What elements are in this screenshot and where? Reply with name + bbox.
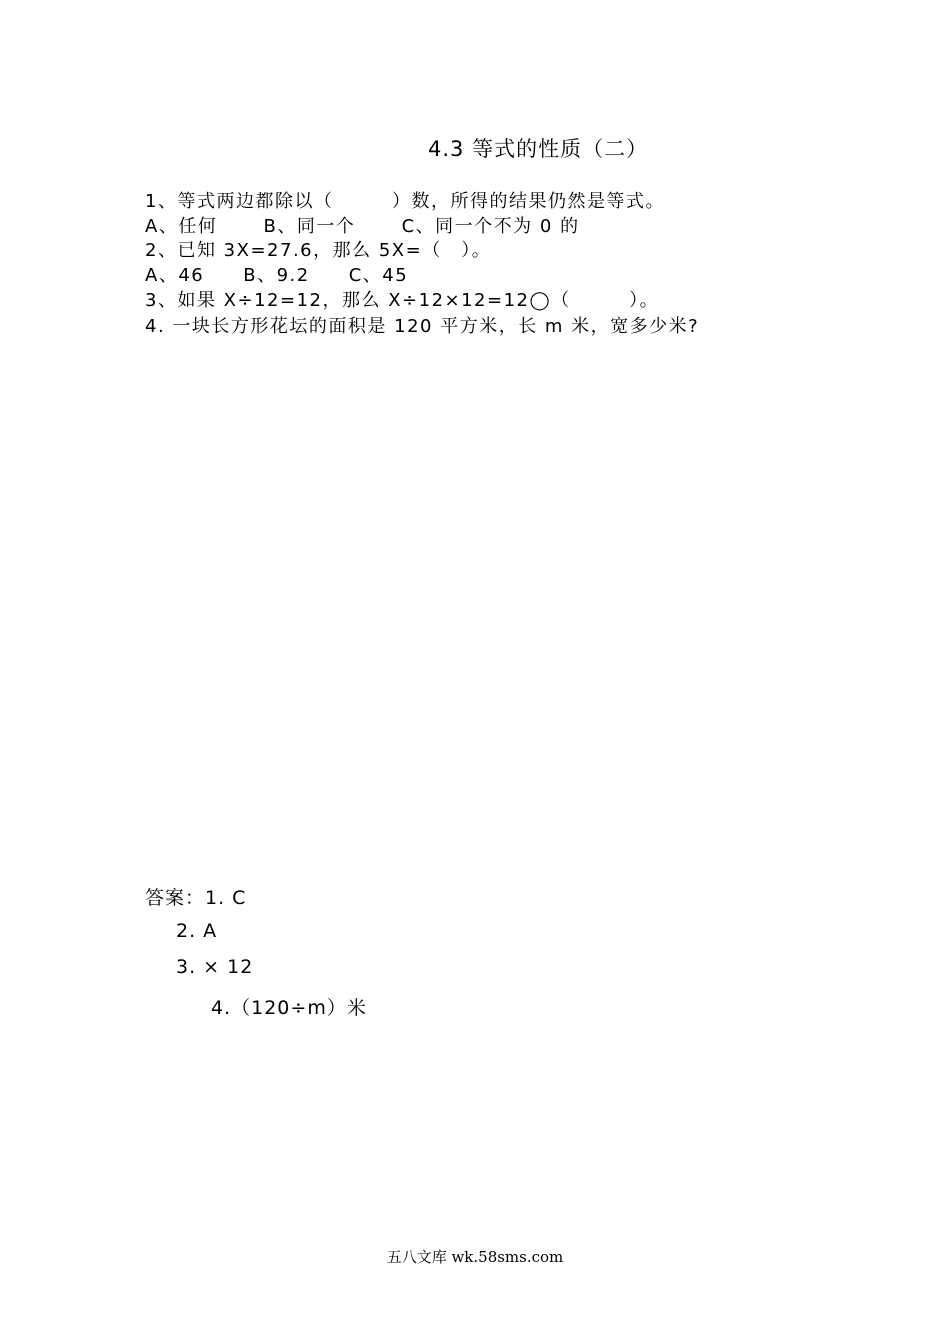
worksheet-title: 4.3 等式的性质（二） bbox=[428, 137, 649, 161]
question-3: 3、如果 X÷12=12，那么 X÷12×12=12◯（ ）。 bbox=[145, 290, 660, 311]
answer-1: 答案：1. C bbox=[145, 887, 247, 909]
question-4: 4. 一块长方形花坛的面积是 120 平方米，长 m 米，宽多少米? bbox=[145, 316, 700, 337]
question-1: 1、等式两边都除以（ ）数，所得的结果仍然是等式。 bbox=[145, 191, 665, 212]
answer-3: 3. × 12 bbox=[176, 956, 254, 978]
question-1-options: A、任何 B、同一个 C、同一个不为 0 的 bbox=[145, 216, 580, 237]
question-2-options: A、46 B、9.2 C、45 bbox=[145, 265, 409, 286]
question-2: 2、已知 3X=27.6，那么 5X=（ ）。 bbox=[145, 240, 492, 261]
answer-2: 2. A bbox=[176, 920, 218, 942]
answer-4: 4.（120÷m）米 bbox=[211, 997, 367, 1019]
footer-watermark: 五八文库 wk.58sms.com bbox=[386, 1248, 564, 1266]
